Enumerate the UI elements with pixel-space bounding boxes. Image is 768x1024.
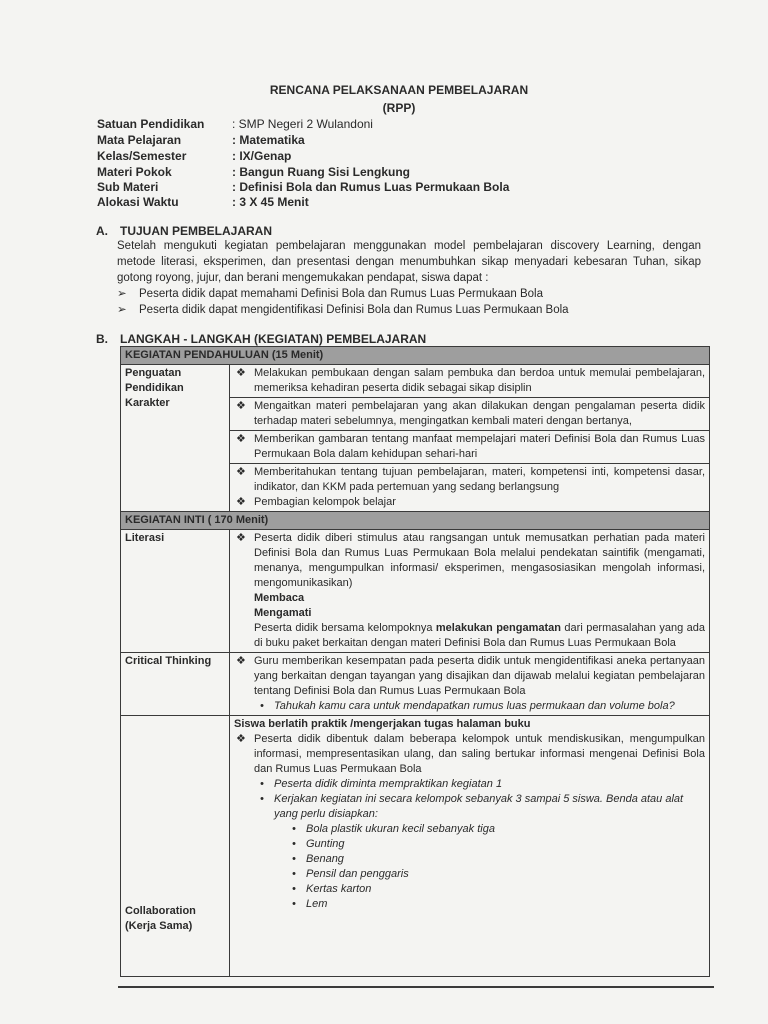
arrow-bullet-icon: ➢ bbox=[117, 304, 127, 316]
activity-text: Melakukan pembukaan dengan salam pembuka dan berdoa untuk memulai pembelajaran, memeriksa kehadiran peserta didik sebagai sikap disiplin bbox=[254, 367, 705, 394]
section-title: LANGKAH - LANGKAH (KEGIATAN) PEMBELAJARAN bbox=[120, 332, 427, 346]
activity-text: Memberitahukan tentang tujuan pembelajaran, materi, kompetensi inti, kompetensi dasar, indikator, dan KKM pada pertemuan yang sedang berlangsung bbox=[254, 466, 705, 493]
activity-item bbox=[234, 465, 705, 495]
identity-value: : 3 X 45 Menit bbox=[232, 195, 309, 209]
identity-value: : Definisi Bola dan Rumus Luas Permukaan Bola bbox=[232, 180, 510, 194]
instruction-text: Peserta didik diminta mempraktikan kegiatan 1 bbox=[274, 778, 503, 790]
material-item bbox=[234, 867, 705, 882]
dot-bullet-icon: • bbox=[260, 793, 264, 805]
arrow-bullet-icon: ➢ bbox=[117, 288, 127, 300]
section-a-heading bbox=[96, 224, 272, 238]
activity-text: Guru memberikan kesempatan pada peserta didik untuk mengidentifikasi aneka pertanyaan yang berkaitan dengan tayangan yang disajikan dan dijawab melalui kegiatan pembelajaran tentang Definisi Bola dan Rumus Luas Permukaan Bola bbox=[254, 655, 705, 697]
dot-bullet-icon: • bbox=[292, 898, 296, 910]
material-item bbox=[234, 837, 705, 852]
document-title: RENCANA PELAKSANAAN PEMBELAJARAN bbox=[269, 83, 529, 97]
dot-bullet-icon: • bbox=[292, 853, 296, 865]
observation-emphasis: melakukan pengamatan bbox=[435, 622, 561, 634]
label-collaboration: Collaboration (Kerja Sama) bbox=[121, 716, 230, 977]
activity-text: Memberikan gambaran tentang manfaat mempelajari materi Definisi Bola dan Rumus Luas Permukaan Bola dalam kehidupan sehari-hari bbox=[254, 433, 705, 460]
instruction-item bbox=[234, 777, 705, 792]
objective-bullet bbox=[117, 286, 543, 300]
identity-value: : SMP Negeri 2 Wulandoni bbox=[232, 117, 373, 131]
material-text: Kertas karton bbox=[306, 883, 372, 895]
dot-bullet-icon: • bbox=[292, 838, 296, 850]
table-row bbox=[121, 716, 710, 977]
instruction-text: Kerjakan kegiatan ini secara kelompok sebanyak 3 sampai 5 siswa. Benda atau alat yang perlu disiapkan: bbox=[274, 793, 684, 820]
activity-cell bbox=[230, 653, 710, 716]
activity-cell bbox=[230, 431, 710, 464]
dot-bullet-icon: • bbox=[292, 868, 296, 880]
label-literasi: Literasi bbox=[121, 530, 230, 653]
observation-text-end: dari permasalahan yang ada di buku paket berkaitan dengan materi Definisi Bola dan Rumus Luas Permukaan Bola bbox=[254, 622, 705, 649]
band-row bbox=[121, 512, 710, 530]
band-pendahuluan: KEGIATAN PENDAHULUAN (15 Menit) bbox=[121, 347, 710, 365]
material-item bbox=[234, 882, 705, 897]
dot-bullet-icon: • bbox=[260, 700, 264, 712]
band-inti: KEGIATAN INTI ( 170 Menit) bbox=[121, 512, 710, 530]
dot-bullet-icon: • bbox=[260, 778, 264, 790]
section-letter: B. bbox=[96, 332, 108, 346]
activity-cell bbox=[230, 398, 710, 431]
material-text: Gunting bbox=[306, 838, 345, 850]
identity-key: Materi Pokok bbox=[97, 165, 172, 179]
identity-key: Sub Materi bbox=[97, 180, 159, 194]
identity-key: Mata Pelajaran bbox=[97, 133, 182, 147]
section-b-heading bbox=[96, 332, 426, 346]
diamond-bullet-icon: ❖ bbox=[236, 655, 246, 667]
document-subtitle: (RPP) bbox=[382, 101, 416, 115]
section-a-paragraph: Setelah mengukuti kegiatan pembelajaran menggunakan model pembelajaran discovery Learning, dengan metode literasi, eksperimen, dan presentasi dengan menumbuhkan sikap menyadari kebesaran Tuhan, sikap gotong royong, jujur, dan berani mengemukakan pendapat, siswa dapat : bbox=[117, 240, 701, 284]
material-item bbox=[234, 852, 705, 867]
activity-item bbox=[234, 495, 705, 510]
material-item bbox=[234, 822, 705, 837]
activity-text: Peserta didik dibentuk dalam beberapa kelompok untuk mendiskusikan, mengumpulkan informasi, mempresentasikan ulang, dan saling bertukar informasi mengenai Definisi Bola dan Rumus Luas Permukaan Bola bbox=[254, 733, 705, 775]
material-text: Benang bbox=[306, 853, 344, 865]
activity-item bbox=[234, 531, 705, 591]
question-text: Tahukah kamu cara untuk mendapatkan rumus luas permukaan dan volume bola? bbox=[274, 700, 675, 712]
activity-item bbox=[234, 399, 705, 429]
subheading-mengamati: Mengamati bbox=[254, 607, 312, 619]
material-text: Lem bbox=[306, 898, 328, 910]
instruction-item bbox=[234, 792, 705, 822]
activity-item bbox=[234, 432, 705, 462]
section-title: TUJUAN PEMBELAJARAN bbox=[120, 224, 273, 238]
activity-item bbox=[234, 654, 705, 699]
diamond-bullet-icon: ❖ bbox=[236, 733, 246, 745]
activity-cell bbox=[230, 716, 710, 977]
diamond-bullet-icon: ❖ bbox=[236, 532, 246, 544]
diamond-bullet-icon: ❖ bbox=[236, 367, 246, 379]
identity-key: Kelas/Semester bbox=[97, 149, 187, 163]
activity-text: Pembagian kelompok belajar bbox=[254, 496, 396, 508]
identity-value: : Bangun Ruang Sisi Lengkung bbox=[232, 165, 410, 179]
diamond-bullet-icon: ❖ bbox=[236, 496, 246, 508]
diamond-bullet-icon: ❖ bbox=[236, 466, 246, 478]
identity-value: : Matematika bbox=[232, 133, 305, 147]
identity-value: : IX/Genap bbox=[232, 149, 292, 163]
activity-text: Peserta didik diberi stimulus atau rangsangan untuk memusatkan perhatian pada materi Definisi Bola dan Rumus Luas Permukaan Bola melalui pendekatan saintifik (mengamati, menanya, mengumpulkan informasi/ eksperimen, mengasosiasikan mengolah informasi, mengomunikasikan) bbox=[254, 532, 705, 589]
objective-text: Peserta didik dapat mengidentifikasi Definisi Bola dan Rumus Luas Permukaan Bola bbox=[139, 304, 569, 316]
dot-bullet-icon: • bbox=[292, 823, 296, 835]
diamond-bullet-icon: ❖ bbox=[236, 400, 246, 412]
material-text: Pensil dan penggaris bbox=[306, 868, 409, 880]
observation-text bbox=[234, 621, 705, 651]
identity-key: Alokasi Waktu bbox=[97, 195, 179, 209]
identity-key: Satuan Pendidikan bbox=[97, 117, 205, 131]
label-penguatan: Penguatan Pendidikan Karakter bbox=[121, 365, 230, 512]
table-row bbox=[121, 365, 710, 398]
activities-table bbox=[120, 346, 710, 977]
activity-cell bbox=[230, 530, 710, 653]
material-text: Bola plastik ukuran kecil sebanyak tiga bbox=[306, 823, 495, 835]
objective-text: Peserta didik dapat memahami Definisi Bola dan Rumus Luas Permukaan Bola bbox=[139, 288, 543, 300]
activity-item bbox=[234, 366, 705, 396]
diamond-bullet-icon: ❖ bbox=[236, 433, 246, 445]
table-row bbox=[121, 530, 710, 653]
collaboration-heading: Siswa berlatih praktik /mengerjakan tugas halaman buku bbox=[234, 718, 531, 730]
subheading-membaca: Membaca bbox=[254, 592, 305, 604]
activity-item bbox=[234, 732, 705, 777]
material-item bbox=[234, 897, 705, 912]
label-critical-thinking: Critical Thinking bbox=[121, 653, 230, 716]
observation-text-start: Peserta didik bersama kelompoknya bbox=[254, 622, 436, 634]
objective-bullet bbox=[117, 302, 569, 316]
section-letter: A. bbox=[96, 224, 108, 238]
page-bottom-rule bbox=[118, 986, 714, 988]
activity-cell bbox=[230, 365, 710, 398]
dot-bullet-icon: • bbox=[292, 883, 296, 895]
table-row bbox=[121, 653, 710, 716]
activity-cell bbox=[230, 464, 710, 512]
question-item bbox=[234, 699, 705, 714]
activity-text: Mengaitkan materi pembelajaran yang akan dilakukan dengan pengalaman peserta didik terhadap materi sebelumnya, mengingatkan kembali materi dengan bertanya, bbox=[254, 400, 705, 427]
band-row bbox=[121, 347, 710, 365]
